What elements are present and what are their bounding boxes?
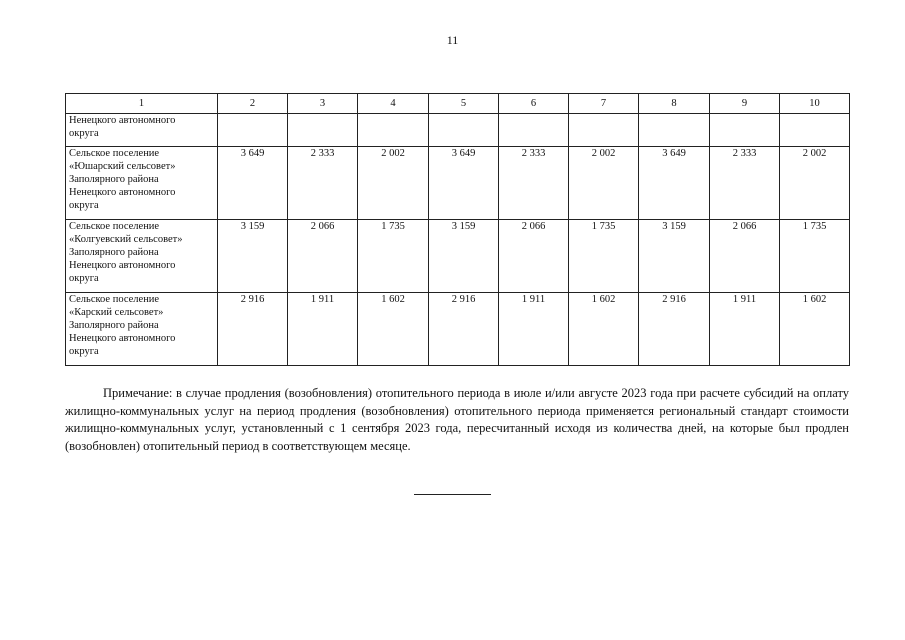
value-cell xyxy=(288,114,358,147)
value-cell xyxy=(218,114,288,147)
settlement-name-line: Заполярного района xyxy=(69,174,159,185)
column-header: 4 xyxy=(358,94,429,114)
value-cell: 2 916 xyxy=(429,293,499,366)
value-cell: 3 649 xyxy=(429,147,499,220)
settlement-name-cell xyxy=(66,293,218,366)
settlement-name-line: «Юшарский сельсовет» xyxy=(69,161,176,172)
value-cell: 3 649 xyxy=(639,147,710,220)
settlement-name-line: Сельское поселение xyxy=(69,221,160,232)
value-cell: 1 735 xyxy=(358,220,429,293)
value-cell xyxy=(569,114,639,147)
value-cell: 1 602 xyxy=(780,293,850,366)
value-cell xyxy=(429,114,499,147)
settlement-name-line: Сельское поселение xyxy=(69,148,160,159)
settlement-name-line: «Колгуевский сельсовет» xyxy=(69,234,183,245)
value-cell: 2 333 xyxy=(288,147,358,220)
value-cell: 3 649 xyxy=(218,147,288,220)
value-cell: 1 911 xyxy=(288,293,358,366)
data-table xyxy=(65,93,850,366)
settlement-name-line: округа xyxy=(69,346,99,357)
column-header: 3 xyxy=(288,94,358,114)
value-cell: 2 002 xyxy=(569,147,639,220)
value-cell: 2 066 xyxy=(288,220,358,293)
settlement-name-line: Заполярного района xyxy=(69,247,159,258)
page-number: 11 xyxy=(446,33,459,47)
value-cell: 1 735 xyxy=(780,220,850,293)
value-cell: 2 066 xyxy=(710,220,780,293)
settlement-name-line: округа xyxy=(69,128,99,139)
value-cell xyxy=(499,114,569,147)
value-cell: 2 066 xyxy=(499,220,569,293)
settlement-name-line: округа xyxy=(69,200,99,211)
value-cell: 1 602 xyxy=(358,293,429,366)
table-row xyxy=(66,293,850,366)
value-cell: 3 159 xyxy=(218,220,288,293)
table-row xyxy=(66,220,850,293)
column-header: 6 xyxy=(499,94,569,114)
column-header: 2 xyxy=(218,94,288,114)
column-header: 7 xyxy=(569,94,639,114)
value-cell: 1 911 xyxy=(499,293,569,366)
settlement-name-line: Ненецкого автономного xyxy=(69,260,176,271)
settlement-name-line: Ненецкого автономного xyxy=(69,333,176,344)
column-header: 9 xyxy=(710,94,780,114)
value-cell: 1 602 xyxy=(569,293,639,366)
column-header: 5 xyxy=(429,94,499,114)
settlement-name-line: Ненецкого автономного xyxy=(69,187,176,198)
value-cell: 2 002 xyxy=(358,147,429,220)
settlement-name-cell xyxy=(66,147,218,220)
value-cell: 1 911 xyxy=(710,293,780,366)
settlement-name-line: Заполярного района xyxy=(69,320,159,331)
settlement-name-line: «Карский сельсовет» xyxy=(69,307,164,318)
value-cell xyxy=(780,114,850,147)
value-cell xyxy=(710,114,780,147)
table-row xyxy=(66,147,850,220)
column-header: 8 xyxy=(639,94,710,114)
table-row xyxy=(66,114,850,147)
column-header: 10 xyxy=(780,94,850,114)
settlement-name-cell xyxy=(66,220,218,293)
value-cell: 2 002 xyxy=(780,147,850,220)
value-cell: 2 333 xyxy=(710,147,780,220)
value-cell xyxy=(639,114,710,147)
settlement-name-line: Ненецкого автономного xyxy=(69,115,176,126)
value-cell: 2 916 xyxy=(639,293,710,366)
value-cell: 2 916 xyxy=(218,293,288,366)
value-cell: 1 735 xyxy=(569,220,639,293)
value-cell xyxy=(358,114,429,147)
value-cell: 3 159 xyxy=(429,220,499,293)
footnote-paragraph: Примечание: в случае продления (возобновления) отопительного периода в июле и/или августе 2023 года при расчете субсидий на оплату жилищно-коммунальных услуг на период продления (возобновления) отопительного периода применяется региональный стандарт стоимости жилищно-коммунальных услуг, установленный с 1 сентября 2023 года, пересчитанный исходя из количества дней, на которые был продлен (возобновлен) отопительный период в соответствующем месяце. xyxy=(65,386,849,453)
table-header-row xyxy=(66,94,850,114)
settlement-name-line: округа xyxy=(69,273,99,284)
settlement-name-cell xyxy=(66,114,218,147)
value-cell: 3 159 xyxy=(639,220,710,293)
column-header: 1 xyxy=(66,94,218,114)
value-cell: 2 333 xyxy=(499,147,569,220)
end-of-document-rule xyxy=(414,494,491,495)
settlement-name-line: Сельское поселение xyxy=(69,294,160,305)
